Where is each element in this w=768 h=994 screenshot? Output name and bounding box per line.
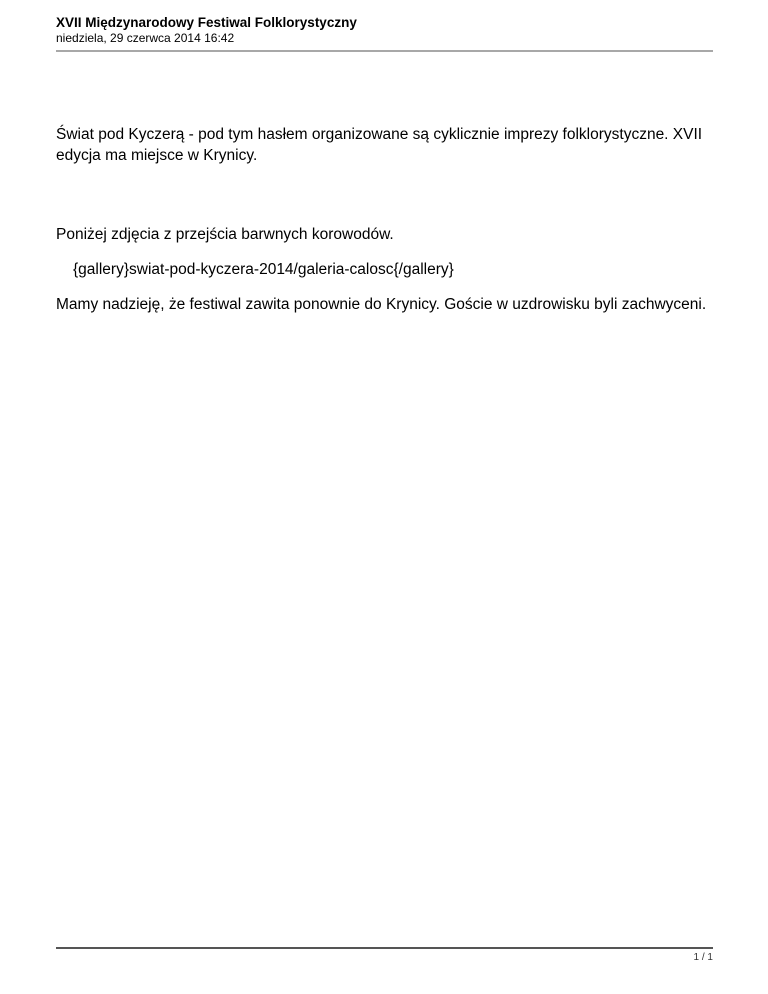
page-number: 1 / 1 — [693, 952, 713, 963]
photos-paragraph: Poniżej zdjęcia z przejścia barwnych korowodów. — [56, 226, 394, 243]
article-body — [56, 124, 716, 315]
closing-paragraph: Mamy nadzieję, że festiwal zawita ponownie do Krynicy. Goście w uzdrowisku byli zachwyceni. — [56, 296, 707, 313]
gallery-placeholder: {gallery}swiat-pod-kyczera-2014/galeria-calosc{/gallery} — [73, 261, 454, 278]
intro-paragraph: Świat pod Kyczerą - pod tym hasłem organizowane są cyklicznie imprezy folklorystyczne. XVII edycja ma miejsce w Krynicy. — [56, 126, 703, 164]
document-footer — [56, 947, 713, 963]
article-title: XVII Międzynarodowy Festiwal Folklorystyczny — [56, 15, 357, 30]
document-header — [56, 14, 713, 52]
article-date: niedziela, 29 czerwca 2014 16:42 — [56, 31, 235, 45]
